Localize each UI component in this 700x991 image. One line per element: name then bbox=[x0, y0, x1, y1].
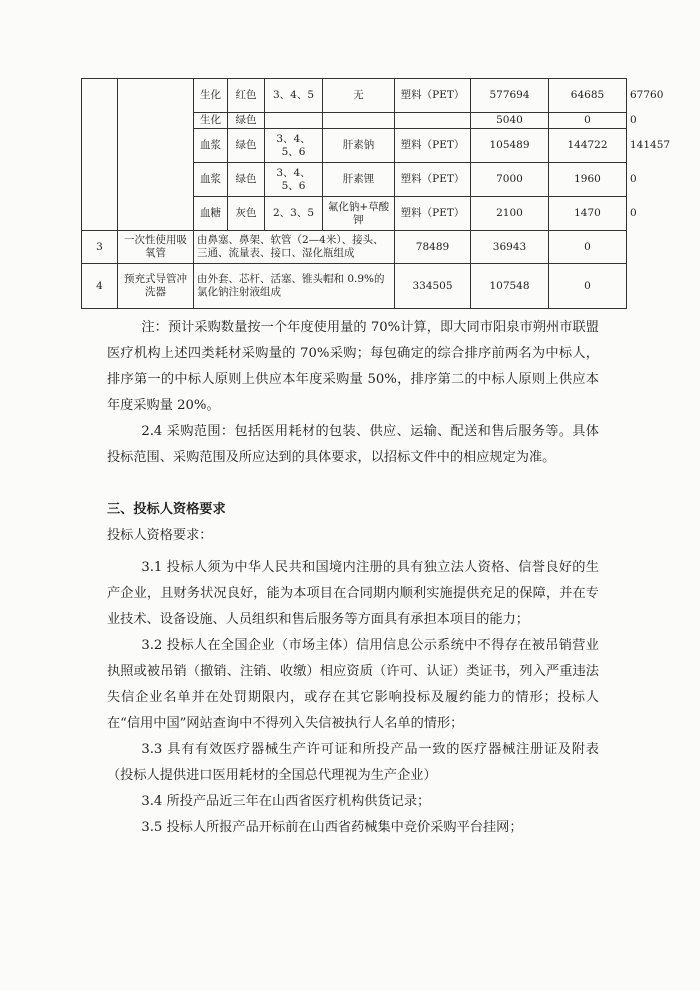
table-row bbox=[82, 264, 627, 309]
table-row: 血糖 灰色 2、3、5 氟化钠+草酸钾 塑料（PET） 2100 1470 0 bbox=[82, 197, 627, 231]
table-cell: 塑料（PET） bbox=[395, 163, 471, 197]
requirement-paragraph: 3.5 投标人所报产品开标前在山西省药械集中竞价采购平台挂网； bbox=[141, 820, 523, 835]
table-row bbox=[82, 231, 627, 264]
table-cell bbox=[395, 113, 471, 129]
table-cell: 107548 bbox=[471, 264, 549, 309]
table-cell: 105489 bbox=[471, 129, 549, 163]
table-cell: 血浆 bbox=[194, 163, 228, 197]
table-row: 血浆 绿色 3、4、5、6 肝素锂 塑料（PET） 7000 1960 0 bbox=[82, 163, 627, 197]
table-cell: 4 bbox=[82, 264, 118, 309]
table-cell bbox=[118, 79, 194, 231]
table-cell: 1470 bbox=[549, 197, 627, 231]
table-cell: 肝素锂 bbox=[323, 163, 395, 197]
procurement-table bbox=[81, 78, 671, 309]
intro-paragraph: 投标人资格要求： bbox=[107, 528, 213, 543]
table-cell: 1960 bbox=[549, 163, 627, 197]
table-cell: 577694 bbox=[471, 79, 549, 113]
table-cell: 36943 bbox=[471, 231, 549, 264]
table-cell: 0 bbox=[549, 231, 627, 264]
table-cell: 生化 bbox=[194, 79, 228, 113]
section-heading: 三、投标人资格要求 bbox=[107, 502, 226, 517]
document-body bbox=[107, 315, 599, 841]
table-cell: 5040 bbox=[471, 113, 549, 129]
table-cell: 由鼻塞、鼻架、软管（2—4米）、接头、三通、流量表、接口、湿化瓶组成 bbox=[194, 231, 395, 264]
table-row: 血浆 绿色 3、4、5、6 肝素钠 塑料（PET） 105489 144722 141457 bbox=[82, 129, 627, 163]
table-cell: 肝素钠 bbox=[323, 129, 395, 163]
table-cell bbox=[82, 79, 118, 231]
table-row: 生化 绿色 5040 0 0 bbox=[82, 113, 627, 129]
table-cell: 血浆 bbox=[194, 129, 228, 163]
table-cell: 0 bbox=[549, 113, 627, 129]
table-cell: 3、4、5、6 bbox=[265, 163, 323, 197]
table-cell: 塑料（PET） bbox=[395, 129, 471, 163]
table-cell: 64685 bbox=[549, 79, 627, 113]
table-cell: 无 bbox=[323, 79, 395, 113]
table-cell: 绿色 bbox=[228, 113, 265, 129]
requirement-paragraph: 3.1 投标人须为中华人民共和国境内注册的具有独立法人资格、信誉良好的生产企业，且财务状况良好，能为本项目在合同期内顺利实施提供充足的保障，并在专业技术、设备设施、人员组织和售后服务等方面具有承担本项目的能力； bbox=[107, 560, 599, 627]
table-cell: 3、4、5、6 bbox=[265, 129, 323, 163]
requirement-paragraph: 3.2 投标人在全国企业（市场主体）信用信息公示系统中不得存在被吊销营业执照或被吊销（撤销、注销、收缴）相应资质（许可、认证）类证书，列入严重违法失信企业名单并在处罚期限内，或存在其它影响投标及履约能力的情形；投标人在“信用中国”网站查询中不得列入失信被执行人名单的情形； bbox=[107, 638, 599, 731]
table-cell bbox=[323, 113, 395, 129]
table-cell: 2、3、5 bbox=[265, 197, 323, 231]
scope-paragraph: 2.4 采购范围：包括医用耗材的包装、供应、运输、配送和售后服务等。具体投标范围、采购范围及所应达到的具体要求，以招标文件中的相应规定为准。 bbox=[107, 424, 599, 465]
note-paragraph: 注：预计采购数量按一个年度使用量的 70%计算，即大同市阳泉市朔州市联盟医疗机构上述四类耗材采购量的 70%采购；每包确定的综合排序前两名为中标人，排序第一的中标人原则上供应本年度采购量 50%，排序第二的中标人原则上供应本年度采购量 20%。 bbox=[107, 320, 599, 413]
table-cell: 塑料（PET） bbox=[395, 79, 471, 113]
table-cell: 氟化钠+草酸钾 bbox=[323, 197, 395, 231]
table-cell: 一次性使用吸氧管 bbox=[118, 231, 194, 264]
table-cell: 绿色 bbox=[228, 129, 265, 163]
table-cell: 3、4、5 bbox=[265, 79, 323, 113]
requirement-paragraph: 3.4 所投产品近三年在山西省医疗机构供货记录； bbox=[141, 794, 431, 809]
table-cell: 7000 bbox=[471, 163, 549, 197]
table-cell: 78489 bbox=[395, 231, 471, 264]
table-cell: 灰色 bbox=[228, 197, 265, 231]
table-cell: 334505 bbox=[395, 264, 471, 309]
table-cell: 由外套、芯杆、活塞、锥头帽和 0.9%的氯化钠注射液组成 bbox=[194, 264, 395, 309]
table-cell: 塑料（PET） bbox=[395, 197, 471, 231]
table-cell: 0 bbox=[549, 264, 627, 309]
table-cell: 红色 bbox=[228, 79, 265, 113]
table-cell bbox=[265, 113, 323, 129]
table-cell: 生化 bbox=[194, 113, 228, 129]
table-cell: 血糖 bbox=[194, 197, 228, 231]
table-row: 生化 红色 3、4、5 无 塑料（PET） 577694 64685 67760 bbox=[82, 79, 627, 113]
table-cell: 绿色 bbox=[228, 163, 265, 197]
table-cell: 144722 bbox=[549, 129, 627, 163]
table-cell: 3 bbox=[82, 231, 118, 264]
requirement-paragraph: 3.3 具有有效医疗器械生产许可证和所投产品一致的医疗器械注册证及附表（投标人提供进口医用耗材的全国总代理视为生产企业） bbox=[107, 742, 599, 783]
table-cell: 预充式导管冲洗器 bbox=[118, 264, 194, 309]
table-cell: 2100 bbox=[471, 197, 549, 231]
